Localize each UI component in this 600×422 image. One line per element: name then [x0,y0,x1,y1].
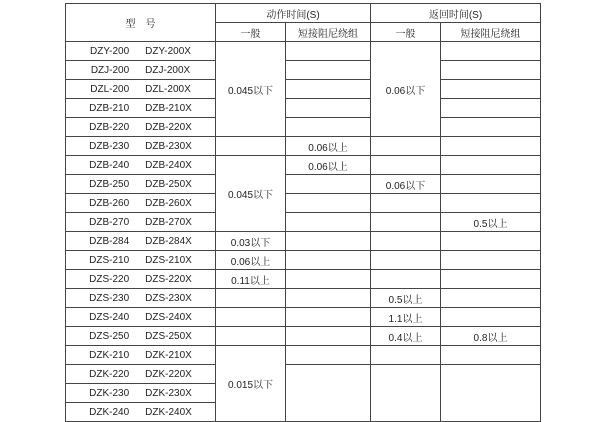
model-name: DZS-250 [89,330,130,342]
cell-return-general: 0.06以下 [371,175,441,194]
model-cell [66,118,216,137]
cell-return-general [371,251,441,270]
header-return-general: 一般 [371,23,441,42]
cell-return-general [371,156,441,175]
table-row [66,99,541,118]
table-row [66,346,541,365]
model-name: DZS-230 [89,292,130,304]
cell-action-general: 0.03以下 [216,232,286,251]
table-row [66,156,541,175]
model-name: DZS-210 [89,254,130,266]
model-cell [66,346,216,365]
table-row [66,42,541,61]
table-row [66,194,541,213]
table-row [66,232,541,251]
cell-action-general: 0.045以下 [216,156,286,232]
cell-return-general [371,346,441,365]
cell-return-general [371,365,441,422]
cell-return-general [371,270,441,289]
cell-return-damped [441,251,541,270]
model-cell [66,137,216,156]
model-name: DZS-240 [89,311,130,323]
model-name: DZB-250 [89,178,130,190]
cell-return-damped: 0.5以上 [441,213,541,232]
model-name-x: DZS-250X [145,330,192,342]
cell-return-general: 0.5以上 [371,289,441,308]
cell-action-damped: 0.06以上 [286,137,371,156]
cell-action-general [216,308,286,327]
table-row [66,365,541,384]
model-name: DZB-260 [89,197,130,209]
model-cell [66,270,216,289]
model-name: DZK-210 [89,349,130,361]
model-name-x: DZJ-200X [145,64,191,76]
cell-action-general: 0.015以下 [216,346,286,422]
cell-action-general: 0.06以上 [216,251,286,270]
model-name-x: DZS-240X [145,311,192,323]
cell-return-damped [441,118,541,137]
cell-return-damped [441,42,541,61]
header-row-1 [66,4,541,23]
table-row [66,251,541,270]
cell-return-damped [441,232,541,251]
cell-action-general [216,289,286,308]
header-model: 型 号 [66,4,216,42]
model-name: DZJ-200 [90,64,130,76]
model-name-x: DZS-220X [145,273,192,285]
cell-return-damped [441,99,541,118]
model-name-x: DZB-210X [145,102,192,114]
model-name: DZB-220 [89,121,130,133]
table-row [66,213,541,232]
cell-return-damped [441,308,541,327]
model-name-x: DZB-260X [145,197,192,209]
model-cell [66,156,216,175]
cell-return-damped [441,156,541,175]
model-cell [66,289,216,308]
model-name-x: DZL-200X [145,83,191,95]
model-name-x: DZB-270X [145,216,192,228]
model-name: DZB-230 [89,140,130,152]
model-cell [66,308,216,327]
model-cell [66,42,216,61]
cell-action-general: 0.045以下 [216,42,286,137]
model-name: DZS-220 [89,273,130,285]
model-cell [66,80,216,99]
cell-return-damped [441,346,541,365]
model-name-x: DZY-200X [145,45,191,57]
model-cell [66,251,216,270]
cell-action-damped [286,308,371,327]
model-cell [66,61,216,80]
model-name: DZB-240 [89,159,130,171]
model-name-x: DZB-230X [145,140,192,152]
cell-action-damped [286,175,371,194]
cell-return-general: 0.4以上 [371,327,441,346]
model-name: DZK-220 [89,368,130,380]
header-return-time: 返回时间(S) [371,4,541,23]
cell-return-damped [441,137,541,156]
table-row [66,80,541,99]
cell-return-general: 1.1以上 [371,308,441,327]
model-cell [66,327,216,346]
cell-return-damped [441,61,541,80]
table-row [66,175,541,194]
model-name-x: DZB-284X [145,235,192,247]
cell-action-damped [286,346,371,365]
cell-action-damped [286,194,371,213]
cell-action-general: 0.11以上 [216,270,286,289]
table-row [66,327,541,346]
cell-return-general [371,232,441,251]
model-name: DZY-200 [90,45,130,57]
model-name: DZB-210 [89,102,130,114]
table-row [66,308,541,327]
table-row [66,289,541,308]
cell-return-damped [441,175,541,194]
table-row [66,137,541,156]
cell-action-damped [286,365,371,422]
model-cell [66,99,216,118]
model-cell [66,232,216,251]
cell-action-damped: 0.06以上 [286,156,371,175]
cell-action-general [216,137,286,156]
model-name-x: DZK-230X [145,387,192,399]
header-action-general: 一般 [216,23,286,42]
model-cell [66,403,216,422]
cell-action-damped [286,232,371,251]
cell-return-damped: 0.8以上 [441,327,541,346]
model-name-x: DZB-250X [145,178,192,190]
cell-action-damped [286,118,371,137]
cell-return-damped [441,270,541,289]
header-action-damped: 短接阻尼绕组 [286,23,371,42]
cell-action-damped [286,42,371,61]
cell-return-damped [441,194,541,213]
cell-action-damped [286,270,371,289]
model-name-x: DZB-240X [145,159,192,171]
cell-action-damped [286,99,371,118]
model-name-x: DZS-210X [145,254,192,266]
model-name-x: DZS-230X [145,292,192,304]
cell-action-damped [286,327,371,346]
cell-action-damped [286,289,371,308]
model-name: DZK-230 [89,387,130,399]
model-name: DZK-240 [89,406,130,418]
cell-action-damped [286,213,371,232]
cell-return-damped [441,289,541,308]
cell-action-damped [286,251,371,270]
model-name: DZL-200 [90,83,130,95]
model-name: DZB-284 [89,235,130,247]
model-cell [66,194,216,213]
cell-return-general [371,213,441,232]
cell-return-damped [441,80,541,99]
model-cell [66,213,216,232]
cell-action-damped [286,61,371,80]
cell-return-general [371,137,441,156]
table-row [66,270,541,289]
relay-spec-table [65,3,541,422]
model-cell [66,384,216,403]
model-name-x: DZB-220X [145,121,192,133]
cell-action-damped [286,80,371,99]
model-cell [66,365,216,384]
cell-return-damped [441,365,541,422]
model-name-x: DZK-210X [145,349,192,361]
model-name-x: DZK-220X [145,368,192,380]
model-name: DZB-270 [89,216,130,228]
cell-return-general [371,194,441,213]
cell-action-general [216,327,286,346]
table-row [66,61,541,80]
header-return-damped: 短接阻尼绕组 [441,23,541,42]
model-name-x: DZK-240X [145,406,192,418]
cell-return-general: 0.06以下 [371,42,441,137]
header-action-time: 动作时间(S) [216,4,371,23]
table-row [66,118,541,137]
model-cell [66,175,216,194]
